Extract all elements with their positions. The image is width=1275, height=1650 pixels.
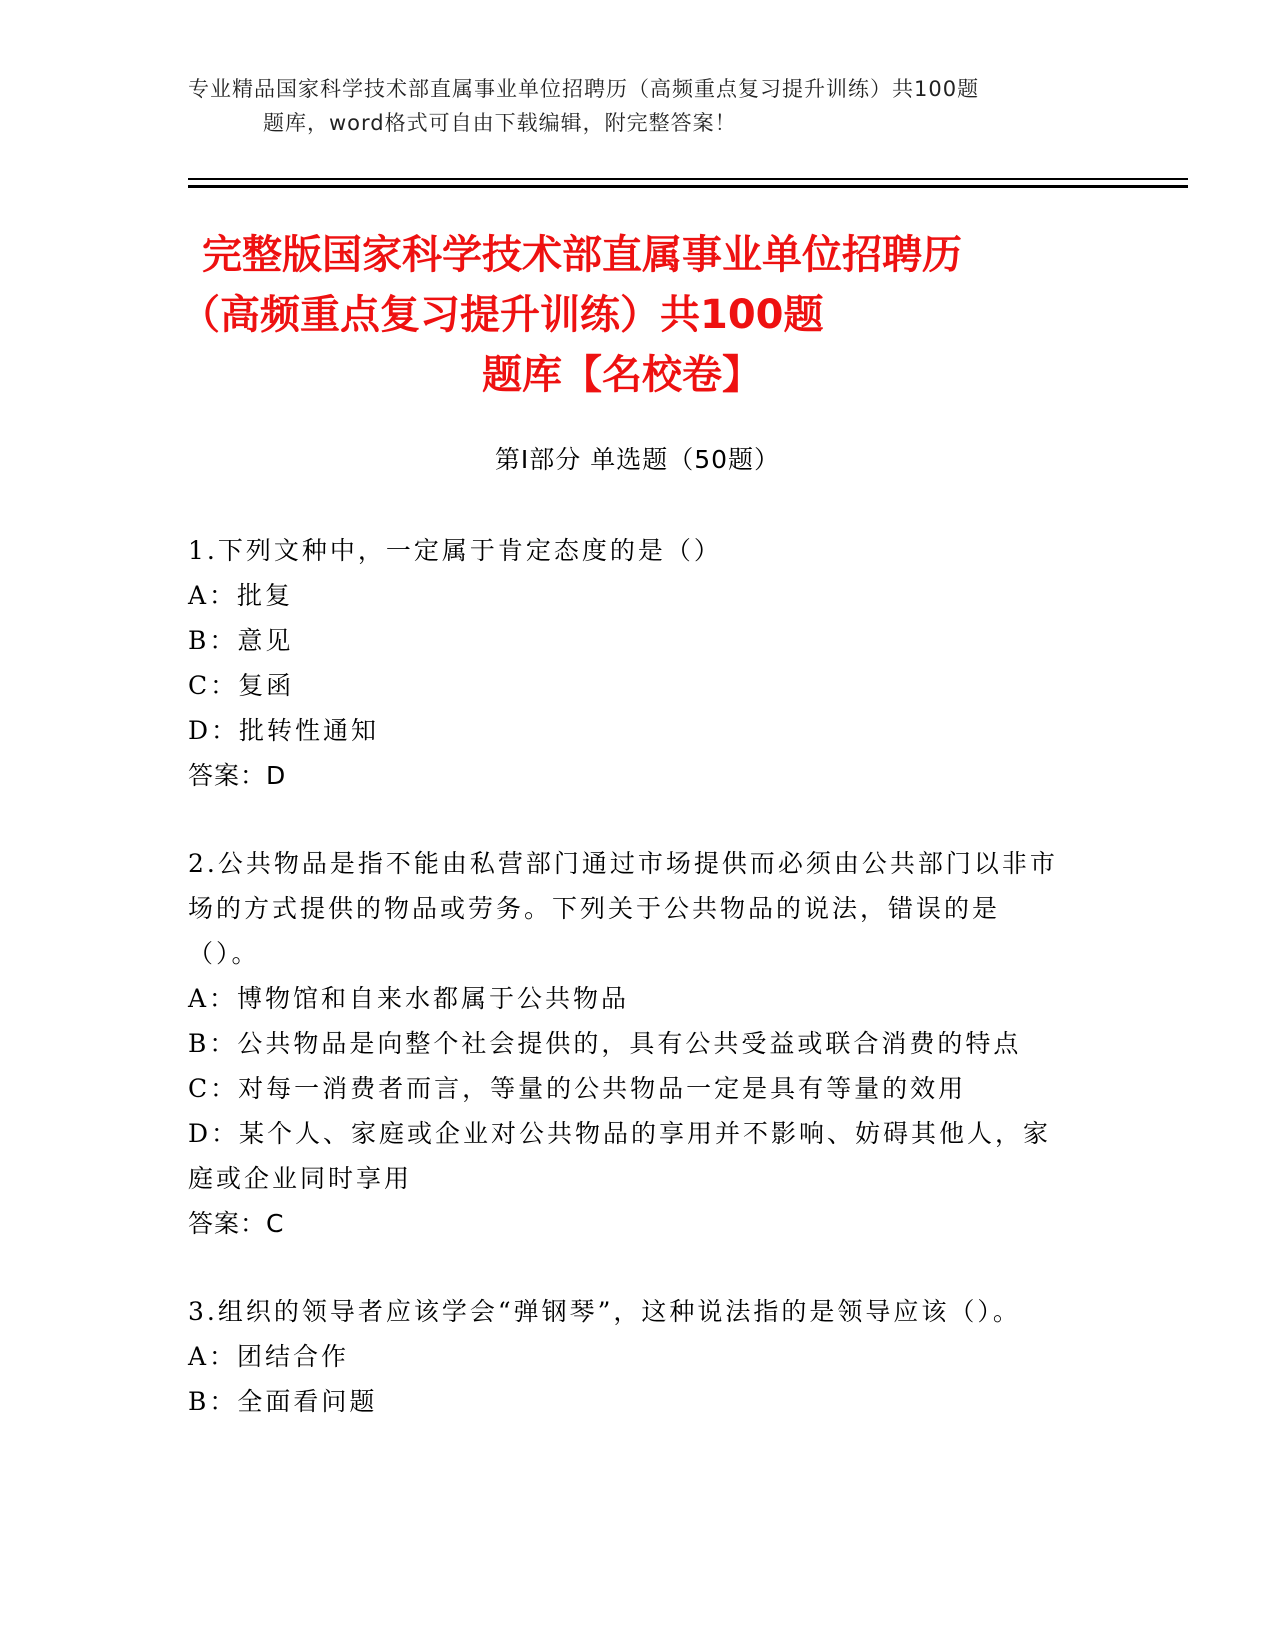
- question-3: [188, 1289, 1068, 1424]
- header-divider-thin: [188, 178, 1188, 180]
- document-header: [188, 72, 1088, 140]
- option-b: B：意见: [188, 626, 294, 655]
- option-d: D：批转性通知: [188, 716, 380, 745]
- header-line-2: 题库，word格式可自由下载编辑，附完整答案！: [263, 111, 737, 135]
- option-a: A：团结合作: [188, 1342, 350, 1371]
- question-stem: 3.组织的领导者应该学会“弹钢琴”，这种说法指的是领导应该（）。: [188, 1297, 1021, 1326]
- option-c: C：复函: [188, 671, 295, 700]
- section-heading: 第Ⅰ部分 单选题（50题）: [494, 445, 781, 474]
- answer: 答案：D: [188, 761, 287, 790]
- option-d: D：某个人、家庭或企业对公共物品的享用并不影响、妨碍其他人，家庭或企业同时享用: [188, 1119, 1052, 1193]
- title-line-2: （高频重点复习提升训练）共100题: [180, 292, 824, 338]
- question-stem: 1.下列文种中，一定属于肯定态度的是（）: [188, 536, 722, 565]
- title-line-3: 题库【名校卷】: [482, 352, 762, 398]
- header-divider-thick: [188, 185, 1188, 188]
- answer: 答案：C: [188, 1209, 285, 1238]
- question-1: [188, 528, 1068, 798]
- question-2: [188, 841, 1068, 1246]
- option-c: C：对每一消费者而言，等量的公共物品一定是具有等量的效用: [188, 1074, 967, 1103]
- option-a: A：批复: [188, 581, 294, 610]
- header-line-1: 专业精品国家科学技术部直属事业单位招聘历（高频重点复习提升训练）共100题: [188, 77, 980, 101]
- title-line-1: 完整版国家科学技术部直属事业单位招聘历: [202, 232, 962, 278]
- option-b: B：公共物品是向整个社会提供的，具有公共受益或联合消费的特点: [188, 1029, 1022, 1058]
- question-list: [188, 528, 1068, 1467]
- document-title: [180, 225, 1080, 405]
- option-a: A：博物馆和自来水都属于公共物品: [188, 984, 630, 1013]
- question-stem: 2.公共物品是指不能由私营部门通过市场提供而必须由公共部门以非市场的方式提供的物品或劳务。下列关于公共物品的说法，错误的是（）。: [188, 849, 1058, 968]
- option-b: B：全面看问题: [188, 1387, 378, 1416]
